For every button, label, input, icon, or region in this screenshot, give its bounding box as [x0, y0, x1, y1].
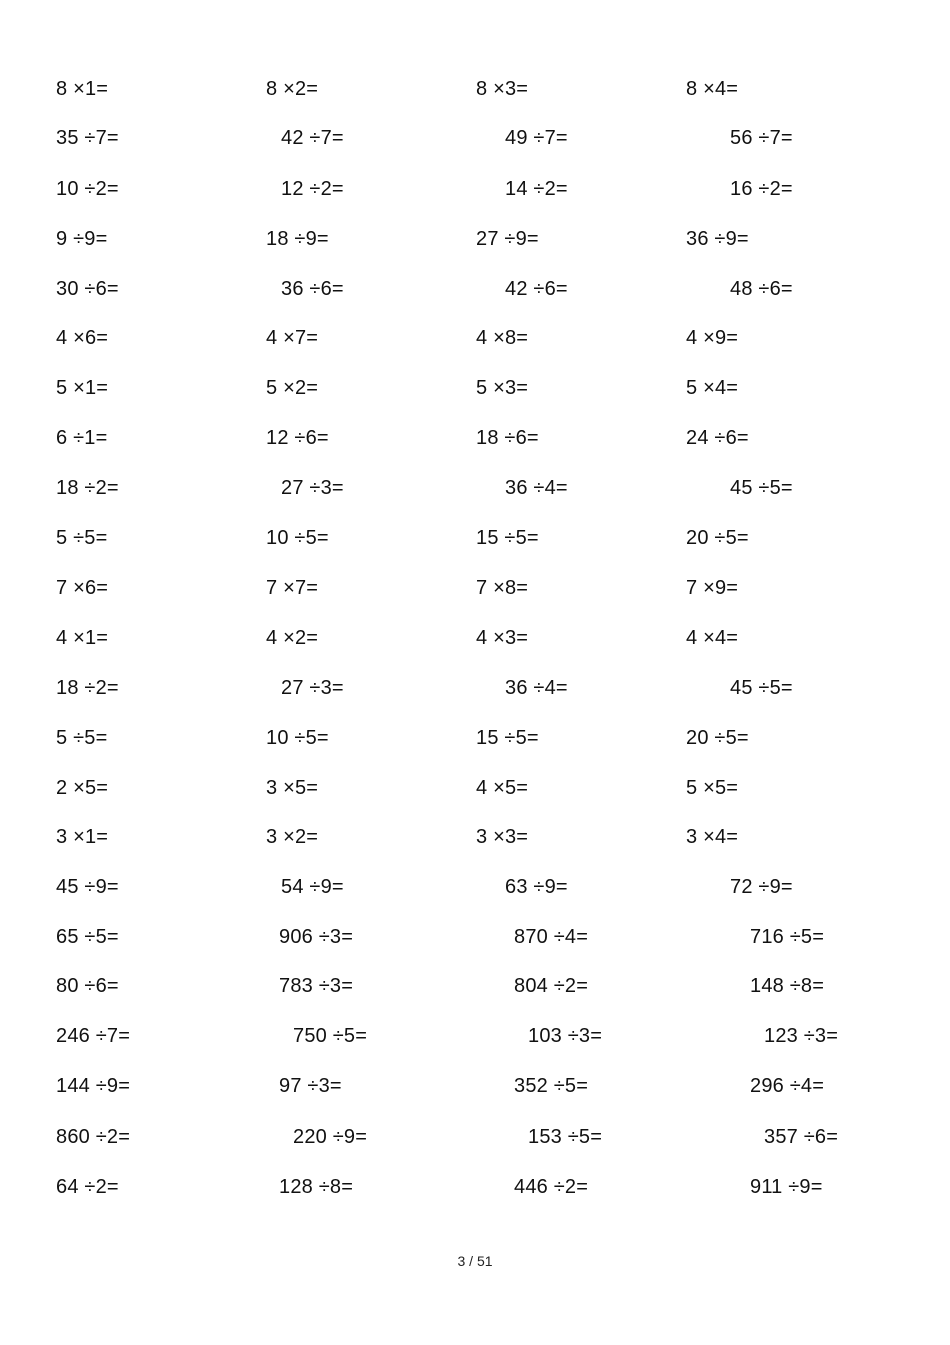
problem-row	[0, 74, 950, 104]
problem-cell: 18 ÷2=	[56, 477, 119, 499]
problem-row	[0, 174, 950, 204]
problem-row	[0, 822, 950, 852]
problem-cell: 24 ÷6=	[686, 427, 749, 449]
problem-cell: 4 ×8=	[476, 327, 529, 349]
problem-row	[0, 473, 950, 503]
problem-cell: 4 ×5=	[476, 777, 529, 799]
problem-cell: 3 ×2=	[266, 826, 319, 848]
problem-row	[0, 323, 950, 353]
problem-cell: 5 ×5=	[686, 777, 739, 799]
problem-cell: 72 ÷9=	[730, 876, 793, 898]
problem-row	[0, 872, 950, 902]
problem-cell: 36 ÷4=	[505, 477, 568, 499]
problem-cell: 446 ÷2=	[514, 1176, 589, 1198]
problem-row	[0, 1021, 950, 1051]
problem-row	[0, 971, 950, 1001]
problem-row	[0, 922, 950, 952]
problem-cell: 35 ÷7=	[56, 127, 119, 149]
problem-cell: 20 ÷5=	[686, 727, 749, 749]
problem-row	[0, 123, 950, 153]
problem-cell: 10 ÷2=	[56, 178, 119, 200]
problem-cell: 45 ÷5=	[730, 677, 793, 699]
problem-cell: 5 ÷5=	[56, 727, 108, 749]
problem-cell: 357 ÷6=	[764, 1126, 839, 1148]
problem-cell: 352 ÷5=	[514, 1075, 589, 1097]
problem-cell: 18 ÷2=	[56, 677, 119, 699]
problem-cell: 5 ×4=	[686, 377, 739, 399]
problem-cell: 153 ÷5=	[528, 1126, 603, 1148]
problem-cell: 36 ÷6=	[281, 278, 344, 300]
problem-cell: 45 ÷9=	[56, 876, 119, 898]
problem-row	[0, 673, 950, 703]
page-number: 3 / 51	[457, 1253, 493, 1269]
problem-cell: 15 ÷5=	[476, 727, 539, 749]
problem-cell: 4 ×4=	[686, 627, 739, 649]
problem-cell: 48 ÷6=	[730, 278, 793, 300]
problem-cell: 3 ×4=	[686, 826, 739, 848]
problem-cell: 42 ÷6=	[505, 278, 568, 300]
problem-row	[0, 723, 950, 753]
problem-cell: 65 ÷5=	[56, 926, 119, 948]
problem-cell: 97 ÷3=	[279, 1075, 342, 1097]
problem-cell: 783 ÷3=	[279, 975, 354, 997]
problem-cell: 64 ÷2=	[56, 1176, 119, 1198]
problem-cell: 12 ÷6=	[266, 427, 329, 449]
problem-cell: 45 ÷5=	[730, 477, 793, 499]
problem-cell: 4 ×6=	[56, 327, 109, 349]
problem-cell: 18 ÷6=	[476, 427, 539, 449]
problem-cell: 911 ÷9=	[750, 1176, 823, 1198]
problem-row	[0, 423, 950, 453]
problem-cell: 4 ×3=	[476, 627, 529, 649]
problem-cell: 8 ×2=	[266, 78, 319, 100]
problem-cell: 5 ×2=	[266, 377, 319, 399]
problem-cell: 15 ÷5=	[476, 527, 539, 549]
problem-cell: 6 ÷1=	[56, 427, 108, 449]
problem-cell: 2 ×5=	[56, 777, 109, 799]
problem-cell: 63 ÷9=	[505, 876, 568, 898]
problem-cell: 18 ÷9=	[266, 228, 329, 250]
problem-cell: 16 ÷2=	[730, 178, 793, 200]
problem-row	[0, 224, 950, 254]
problem-cell: 4 ×7=	[266, 327, 319, 349]
problem-cell: 750 ÷5=	[293, 1025, 368, 1047]
problem-cell: 8 ×4=	[686, 78, 739, 100]
problem-cell: 7 ×7=	[266, 577, 319, 599]
problem-cell: 4 ×2=	[266, 627, 319, 649]
problem-cell: 220 ÷9=	[293, 1126, 368, 1148]
problem-cell: 14 ÷2=	[505, 178, 568, 200]
problem-cell: 9 ÷9=	[56, 228, 108, 250]
problem-cell: 7 ×8=	[476, 577, 529, 599]
problem-cell: 27 ÷3=	[281, 477, 344, 499]
problem-cell: 870 ÷4=	[514, 926, 589, 948]
problem-cell: 4 ×9=	[686, 327, 739, 349]
problem-cell: 246 ÷7=	[56, 1025, 131, 1047]
problem-row	[0, 773, 950, 803]
problem-cell: 56 ÷7=	[730, 127, 793, 149]
problem-cell: 8 ×3=	[476, 78, 529, 100]
problem-cell: 144 ÷9=	[56, 1075, 131, 1097]
problem-cell: 906 ÷3=	[279, 926, 354, 948]
problem-cell: 128 ÷8=	[279, 1176, 354, 1198]
problem-cell: 148 ÷8=	[750, 975, 825, 997]
problem-cell: 3 ×3=	[476, 826, 529, 848]
problem-cell: 30 ÷6=	[56, 278, 119, 300]
problem-cell: 7 ×6=	[56, 577, 109, 599]
problem-cell: 12 ÷2=	[281, 178, 344, 200]
problem-row	[0, 1172, 950, 1202]
problem-cell: 4 ×1=	[56, 627, 109, 649]
problem-cell: 5 ×1=	[56, 377, 109, 399]
problem-cell: 20 ÷5=	[686, 527, 749, 549]
problem-cell: 123 ÷3=	[764, 1025, 839, 1047]
problem-cell: 54 ÷9=	[281, 876, 344, 898]
problem-row	[0, 623, 950, 653]
problem-cell: 860 ÷2=	[56, 1126, 131, 1148]
problem-cell: 27 ÷9=	[476, 228, 539, 250]
problem-cell: 10 ÷5=	[266, 727, 329, 749]
problem-cell: 3 ×5=	[266, 777, 319, 799]
problem-cell: 10 ÷5=	[266, 527, 329, 549]
problem-cell: 804 ÷2=	[514, 975, 589, 997]
problem-row	[0, 1071, 950, 1101]
problem-row	[0, 373, 950, 403]
problem-cell: 7 ×9=	[686, 577, 739, 599]
problem-cell: 80 ÷6=	[56, 975, 119, 997]
problem-cell: 5 ×3=	[476, 377, 529, 399]
problem-cell: 42 ÷7=	[281, 127, 344, 149]
problem-row	[0, 274, 950, 304]
problem-cell: 3 ×1=	[56, 826, 109, 848]
problem-cell: 296 ÷4=	[750, 1075, 825, 1097]
problem-cell: 5 ÷5=	[56, 527, 108, 549]
problem-row	[0, 1122, 950, 1152]
problem-cell: 49 ÷7=	[505, 127, 568, 149]
problem-row	[0, 523, 950, 553]
problem-cell: 27 ÷3=	[281, 677, 344, 699]
problem-row	[0, 573, 950, 603]
problem-cell: 103 ÷3=	[528, 1025, 603, 1047]
problem-cell: 716 ÷5=	[750, 926, 825, 948]
problem-cell: 8 ×1=	[56, 78, 109, 100]
problem-cell: 36 ÷9=	[686, 228, 749, 250]
problem-cell: 36 ÷4=	[505, 677, 568, 699]
